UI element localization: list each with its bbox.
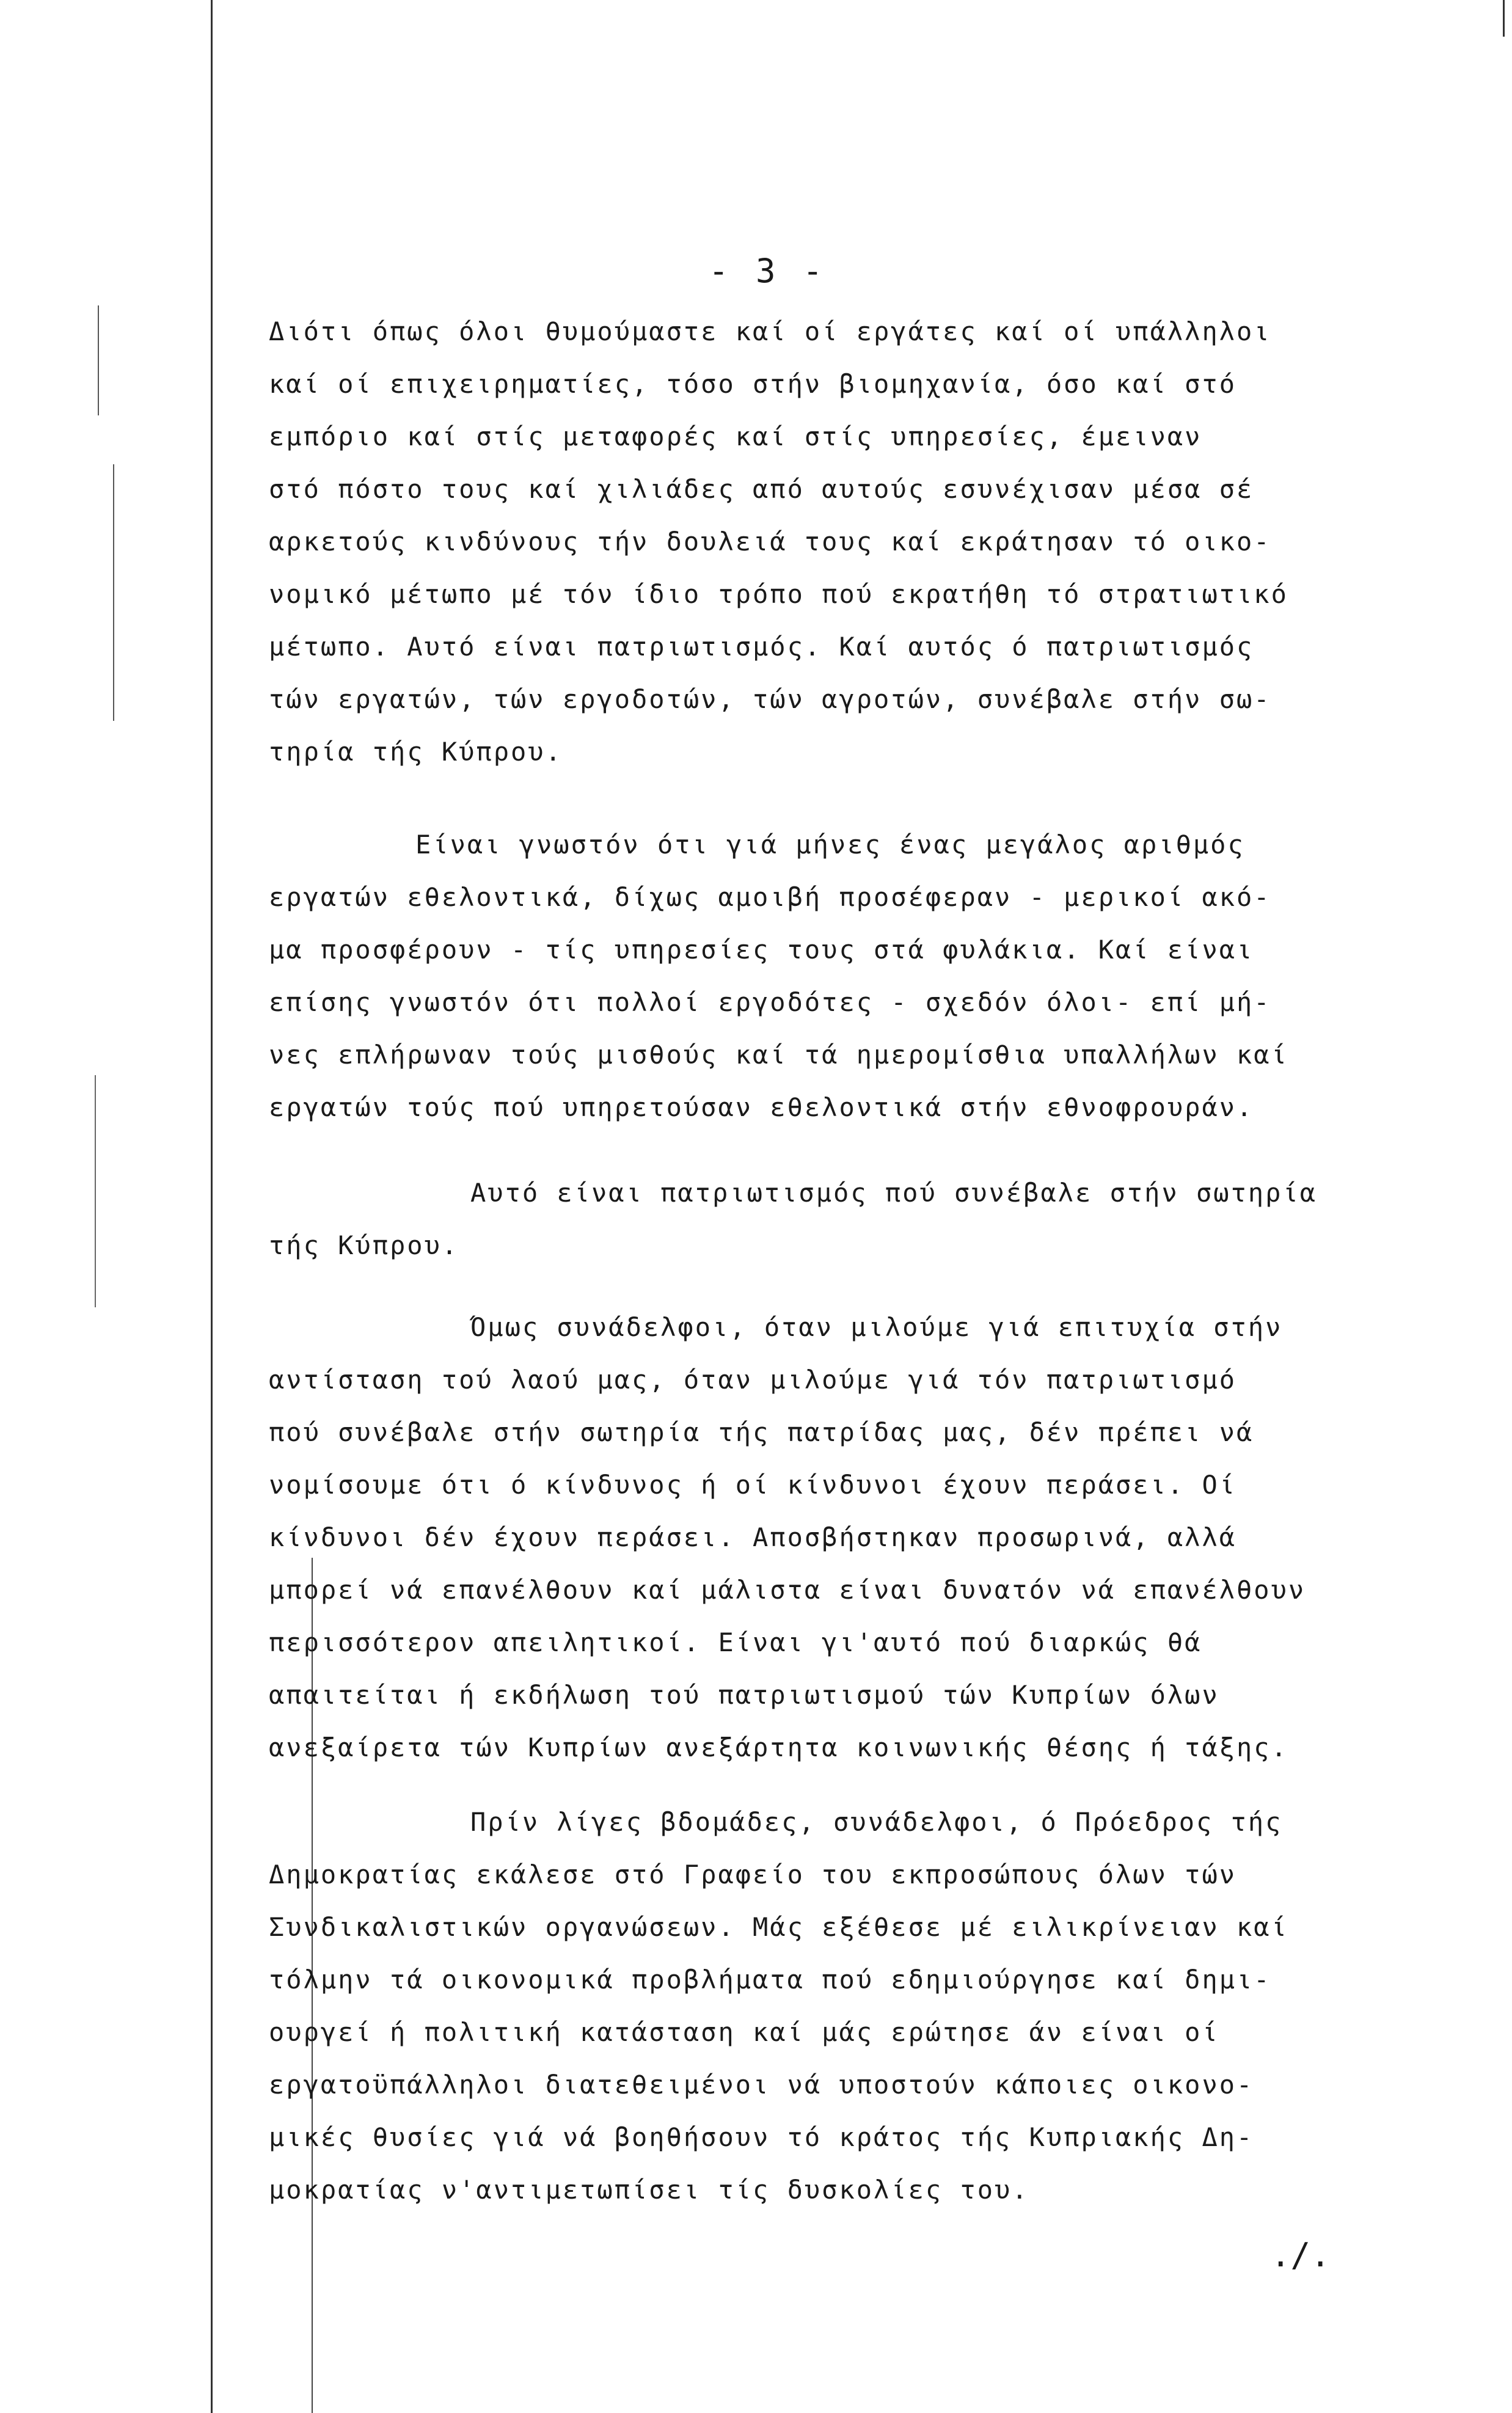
text-line: νομικό μέτωπο μέ τόν ίδιο τρόπο πού εκρατήθη τό στρατιωτικό [269, 579, 1288, 609]
paragraph-4 [269, 1301, 1362, 1774]
text-line: εργατών εθελοντικά, δίχως αμοιβή προσέφεραν - μερικοί ακό- [269, 882, 1271, 912]
text-line: απαιτείται ή εκδήλωση τού πατριωτισμού τών Κυπρίων όλων [269, 1680, 1219, 1710]
text-line: τής Κύπρου. [269, 1230, 459, 1260]
text-line: επίσης γνωστόν ότι πολλοί εργοδότες - σχεδόν όλοι- επί μή- [269, 987, 1271, 1017]
paragraph-1 [269, 305, 1362, 778]
page-number: - 3 - [709, 252, 827, 290]
text-line: Διότι όπως όλοι θυμούμαστε καί οί εργάτες καί οί υπάλληλοι [269, 316, 1271, 346]
margin-rule [113, 464, 114, 721]
text-line: μικές θυσίες γιά νά βοηθήσουν τό κράτος τής Κυπριακής Δη- [269, 2122, 1254, 2152]
text-line: εμπόριο καί στίς μεταφορές καί στίς υπηρεσίες, έμειναν [269, 422, 1202, 451]
text-line: Συνδικαλιστικών οργανώσεων. Μάς εξέθεσε μέ ειλικρίνειαν καί [269, 1912, 1288, 1942]
margin-rule [1503, 0, 1505, 37]
text-line: νες επλήρωναν τούς μισθούς καί τά ημερομίσθια υπαλλήλων καί [269, 1040, 1288, 1070]
text-line: εργατών τούς πού υπηρετούσαν εθελοντικά στήν εθνοφρουράν. [269, 1092, 1254, 1122]
margin-rule [98, 305, 99, 415]
margin-rule [95, 1075, 96, 1307]
text-line: ανεξαίρετα τών Κυπρίων ανεξάρτητα κοινωνικής θέσης ή τάξης. [269, 1732, 1288, 1762]
text-line: τόλμην τά οικονομικά προβλήματα πού εδημιούργησε καί δημι- [269, 1965, 1271, 1995]
text-line: αντίσταση τού λαού μας, όταν μιλούμε γιά τόν πατριωτισμό [269, 1365, 1237, 1395]
text-line: μέτωπο. Αυτό είναι πατριωτισμός. Καί αυτός ό πατριωτισμός [269, 632, 1254, 662]
paragraph-2 [269, 819, 1362, 1134]
text-line: αρκετούς κινδύνους τήν δουλειά τους καί εκράτησαν τό οικο- [269, 527, 1271, 557]
text-line: Είναι γνωστόν ότι γιά μήνες ένας μεγάλος αριθμός [415, 830, 1245, 860]
text-line: Πρίν λίγες βδομάδες, συνάδελφοι, ό Πρόεδρος τής [470, 1807, 1283, 1837]
continuation-mark: ./. [1271, 2236, 1331, 2274]
text-line: περισσότερον απειλητικοί. Είναι γι'αυτό πού διαρκώς θά [269, 1627, 1202, 1657]
text-line: μπορεί νά επανέλθουν καί μάλιστα είναι δυνατόν νά επανέλθουν [269, 1575, 1306, 1605]
text-line: στό πόστο τους καί χιλιάδες από αυτούς εσυνέχισαν μέσα σέ [269, 474, 1254, 504]
binding-edge-line [211, 0, 213, 2413]
text-line: μοκρατίας ν'αντιμετωπίσει τίς δυσκολίες του. [269, 2175, 1029, 2205]
text-line: τών εργατών, τών εργοδοτών, τών αγροτών, συνέβαλε στήν σω- [269, 684, 1271, 714]
text-line: μα προσφέρουν - τίς υπηρεσίες τους στά φυλάκια. Καί είναι [269, 935, 1254, 965]
text-line: τηρία τής Κύπρου. [269, 737, 563, 767]
text-line: καί οί επιχειρηματίες, τόσο στήν βιομηχανία, όσο καί στό [269, 369, 1237, 399]
text-line: νομίσουμε ότι ό κίνδυνος ή οί κίνδυνοι έχουν περάσει. Οί [269, 1470, 1237, 1500]
text-line: κίνδυνοι δέν έχουν περάσει. Αποσβήστηκαν προσωρινά, αλλά [269, 1522, 1237, 1552]
text-line: ουργεί ή πολιτική κατάσταση καί μάς ερώτησε άν είναι οί [269, 2017, 1219, 2047]
paragraph-5 [269, 1796, 1362, 2216]
text-line: Δημοκρατίας εκάλεσε στό Γραφείο του εκπροσώπους όλων τών [269, 1860, 1237, 1889]
text-line: εργατοϋπάλληλοι διατεθειμένοι νά υποστούν κάποιες οικονο- [269, 2070, 1254, 2100]
text-line: Όμως συνάδελφοι, όταν μιλούμε γιά επιτυχία στήν [470, 1312, 1283, 1342]
paragraph-3 [269, 1167, 1362, 1272]
text-line: πού συνέβαλε στήν σωτηρία τής πατρίδας μας, δέν πρέπει νά [269, 1417, 1254, 1447]
text-line: Αυτό είναι πατριωτισμός πού συνέβαλε στήν σωτηρία [470, 1178, 1318, 1208]
